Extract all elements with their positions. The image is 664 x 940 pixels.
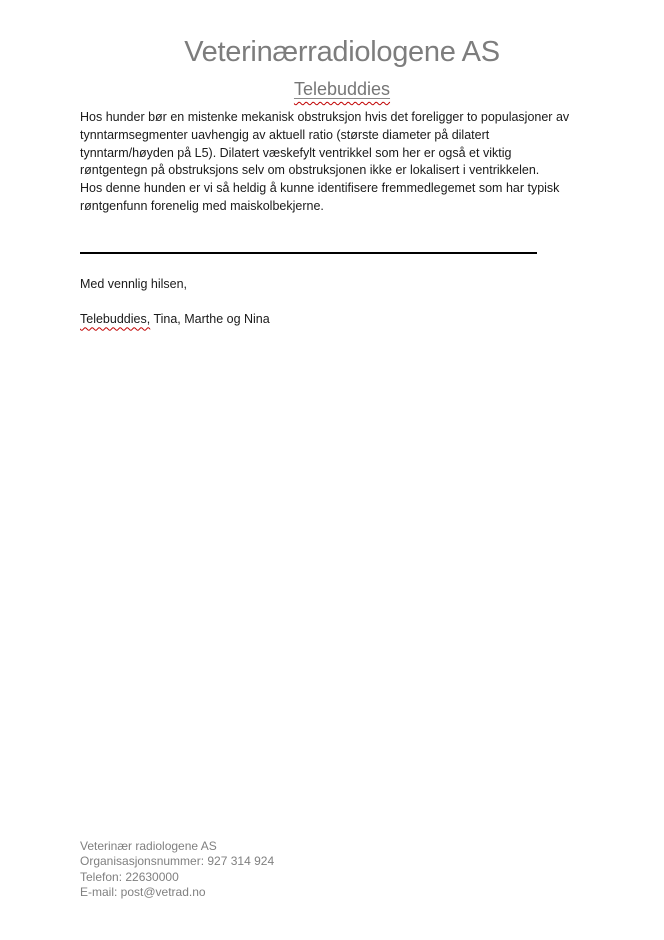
page-subtitle xyxy=(80,78,604,100)
document-content xyxy=(0,34,664,329)
subtitle-text: Telebuddies xyxy=(293,79,391,99)
footer-org-number: Organisasjonsnummer: 927 314 924 xyxy=(80,854,275,869)
body-paragraph xyxy=(80,109,604,216)
body-line: røntgentegn på obstruksjons selv om obstruksjonen ikke er lokalisert i ventrikkelen. xyxy=(80,163,540,178)
document-footer xyxy=(80,839,274,900)
body-line: tynntarm/høyden på L5). Dilatert væskefylt ventrikkel som her er også et viktig xyxy=(80,145,512,160)
signature-greeting: Med vennlig hilsen, xyxy=(80,276,188,291)
body-line: Hos hunder bør en mistenke mekanisk obstruksjon hvis det foreligger to populasjoner av xyxy=(80,110,570,124)
subtitle-spellcheck-underline xyxy=(294,79,390,99)
page-title: Veterinærradiologene AS xyxy=(184,36,500,68)
body-line: røntgenfunn forenelig med maiskolbekjerne. xyxy=(80,198,324,213)
signature-name-rest: Tina, Marthe og Nina xyxy=(150,312,270,327)
divider-line xyxy=(80,252,537,254)
footer-email: E-mail: post@vetrad.no xyxy=(80,884,206,899)
signature-name-spellchecked: Telebuddies, xyxy=(80,312,151,327)
body-line: tynntarmsegmenter uavhengig av aktuell ratio (største diameter på dilatert xyxy=(80,127,490,142)
document-header xyxy=(80,34,604,100)
footer-phone: Telefon: 22630000 xyxy=(80,869,179,884)
footer-company-name: Veterinær radiologene AS xyxy=(80,839,217,853)
signature-line xyxy=(80,311,604,329)
body-line: Hos denne hunden er vi så heldig å kunne identifisere fremmedlegemet som har typisk xyxy=(80,181,560,195)
